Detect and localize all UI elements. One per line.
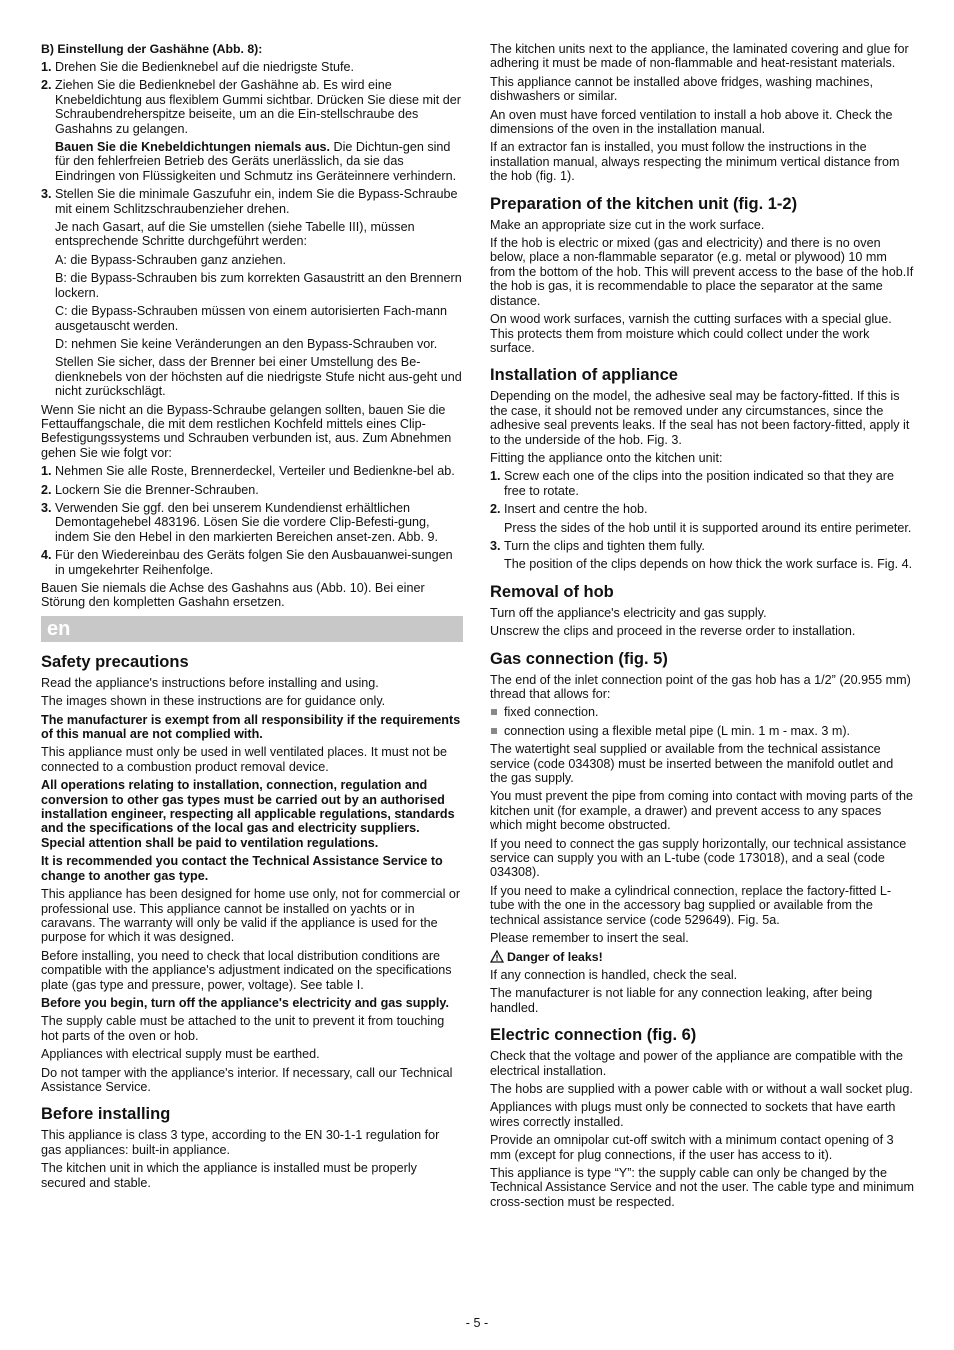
bullet-square-icon bbox=[491, 709, 497, 715]
electric-connection-heading: Electric connection (fig. 6) bbox=[490, 1026, 697, 1045]
safety-paragraph: Do not tamper with the appliance's interior. If necessary, call our Technical Assistance Service. bbox=[41, 1065, 453, 1094]
de-removal-step bbox=[41, 464, 463, 478]
de-step-3-detail: D: nehmen Sie keine Veränderungen an den Bypass-Schrauben vor. bbox=[55, 336, 438, 351]
gas-bullet-text: connection using a flexible metal pipe (L min. 1 m - max. 3 m). bbox=[504, 723, 851, 738]
gas-connection-paragraph: If you need to make a cylindrical connection, replace the factory-fitted L-tube with the one in the accessory bag supplied or available from the technical assistance service (code 529649). Fig. 5a. bbox=[490, 883, 892, 927]
page-number: - 5 - bbox=[465, 1316, 489, 1330]
gas-bullet-item bbox=[490, 724, 914, 738]
installation-step-2-detail: Press the sides of the hob until it is supported around its entire perimeter. bbox=[504, 520, 912, 535]
bullet-square-icon bbox=[491, 728, 497, 734]
de-removal-step bbox=[41, 501, 463, 544]
electric-connection-paragraph: The hobs are supplied with a power cable with or without a wall socket plug. bbox=[490, 1081, 913, 1096]
gas-connection-heading: Gas connection (fig. 5) bbox=[490, 649, 668, 668]
preparation-paragraphs bbox=[490, 218, 914, 356]
gas-connection-paragraph: You must prevent the pipe from coming into contact with moving parts of the kitchen unit (for example, a drawer) and prevent access to any spaces which might become obstructed. bbox=[490, 789, 914, 833]
intro-paragraph: If an extractor fan is installed, you must follow the instructions in the installation manual, always respecting the minimum vertical distance from the hob (fig. 1). bbox=[490, 140, 900, 184]
gas-bullet-item bbox=[490, 705, 914, 719]
safety-paragraph: It is recommended you contact the Technical Assistance Service to change to another gas type. bbox=[41, 854, 443, 883]
de-removal-step-text: Nehmen Sie alle Roste, Brennerdeckel, Verteiler und Bedienkne-bel ab. bbox=[55, 464, 455, 479]
before-installing-paragraph: The kitchen unit in which the appliance is installed must be properly secured and stable. bbox=[41, 1161, 417, 1190]
safety-paragraph: Read the appliance's instructions before installing and using. bbox=[41, 675, 379, 690]
danger-warning-text: Danger of leaks! bbox=[507, 949, 603, 964]
safety-paragraph: The supply cable must be attached to the unit to prevent it from touching hot parts of the oven or hob. bbox=[41, 1014, 445, 1043]
de-step-3-detail: Stellen Sie sicher, dass der Brenner bei einer Umstellung des Be-dienknebels von der höchsten auf die niedrigste Stufe nicht aus-geht und nicht zurückschlägt. bbox=[55, 355, 462, 399]
de-removal-step-number: 3. bbox=[41, 500, 52, 515]
de-steps-2 bbox=[41, 464, 463, 577]
intro-paragraph: This appliance cannot be installed above fridges, washing machines, dishwashers or similar. bbox=[490, 74, 873, 104]
gas-connection-paragraph: If you need to connect the gas supply horizontally, our technical assistance service can supply you with an L-tube (code 173018), and a seal (code 034308). bbox=[490, 836, 907, 880]
removal-paragraphs bbox=[490, 606, 914, 639]
de-step bbox=[41, 60, 463, 74]
warning-triangle-icon bbox=[490, 950, 504, 963]
de-step-3-detail: A: die Bypass-Schrauben ganz anziehen. bbox=[55, 252, 287, 267]
preparation-paragraph: If the hob is electric or mixed (gas and electricity) and there is no oven below, place a non-flammable separator (e.g. metal or plywood) 10 mm from the bottom of the hob. This will prevent access to the base of the hob.If the hob is gas, it is recommendable to place the separator at the same distance. bbox=[490, 236, 914, 308]
de-removal-step-text: Lockern Sie die Brenner-Schrauben. bbox=[55, 482, 259, 497]
installation-step-2: 2. Insert and centre the hob. bbox=[490, 502, 648, 517]
de-removal-step-text: Für den Wiedereinbau des Geräts folgen Sie den Ausbauanwei-sungen in umgekehrter Reihenfolge. bbox=[55, 548, 453, 577]
de-step bbox=[41, 78, 463, 136]
danger-warning bbox=[490, 950, 914, 964]
before-installing-paragraph: This appliance is class 3 type, according to the EN 30-1-1 regulation for gas appliances: built-in appliance. bbox=[41, 1128, 440, 1157]
gas-bullet-text: fixed connection. bbox=[504, 705, 599, 720]
electric-connection-paragraph: Provide an omnipolar cut-off switch with a minimum contact opening of 3 mm (except for plug connections, if the user has access to it). bbox=[490, 1133, 894, 1162]
gas-connection-bullets bbox=[490, 705, 914, 738]
before-installing-list bbox=[41, 1128, 463, 1190]
removal-paragraph: Unscrew the clips and proceed in the reverse order to installation. bbox=[490, 624, 856, 639]
de-step-3: 3. Stellen Sie die minimale Gaszufuhr ein, indem Sie die Bypass-Schraube mit einem Schlitzschraubenzieher drehen. bbox=[41, 187, 458, 216]
safety-paragraph: Before installing, you need to check that local distribution conditions are compatible with the appliance's adjustment indicated on the specifications plate (gas type and pressure, power, voltage). See table I. bbox=[41, 948, 452, 992]
de-removal-step bbox=[41, 548, 463, 577]
de-step-3-detail: Je nach Gasart, auf die Sie umstellen (siehe Tabelle III), müssen entsprechende Schritte durchgeführt werden: bbox=[55, 220, 415, 249]
installation-step-1: 1. Screw each one of the clips into the position indicated so that they are free to rotate. bbox=[490, 469, 894, 498]
de-removal-step-text: Verwenden Sie ggf. den bei unserem Kundendienst erhältlichen Demontagehebel 483196. Lösen Sie die vordere Clip-Befesti-gung, indem Sie den Hebel in den markierten Bereichen anset-zen. Abb. 9. bbox=[55, 500, 438, 544]
de-final-paragraph: Bauen Sie niemals die Achse des Gashahns aus (Abb. 10). Bei einer Störung den kompletten Gashahn ersetzen. bbox=[41, 581, 425, 610]
safety-precautions-heading: Safety precautions bbox=[41, 652, 189, 671]
safety-paragraph: All operations relating to installation, connection, regulation and conversion to other gas types must be carried out by an authorised installation engineer, respecting all applicable regulations, standards and the specifications of the local gas and electricity suppliers. Special attention shall be paid to ventilation regulations. bbox=[41, 778, 455, 850]
language-bar bbox=[41, 616, 463, 642]
installation-paragraph-1: Depending on the model, the adhesive seal may be factory-fitted. If this is the case, it should not be removed under any circumstances, since the adhesive seal prevents leaks. If the seal has not been factory-fitted, apply it to the underside of the hob. Fig. 3. bbox=[490, 389, 910, 447]
de-bypass-paragraph: Wenn Sie nicht an die Bypass-Schraube gelangen sollten, bauen Sie die Fettauffangschale, die mit dem restlichen Kochfeld mittels eines Clip-Befestigungssystems und Schrauben verbunden ist, aus. Zum Abnehmen gehen Sie wie folgt vor: bbox=[41, 402, 452, 460]
electric-connection-paragraph: Appliances with plugs must only be connected to sockets that have earth wires correctly installed. bbox=[490, 1100, 896, 1129]
intro-paragraphs bbox=[490, 42, 914, 184]
de-removal-step bbox=[41, 483, 463, 497]
de-step-text: Ziehen Sie die Bedienknebel der Gashähne ab. Es wird eine Knebeldichtung aus flexiblem Gummi sichtbar. Drücken Sie diese mit der Schraubendreherspitze beiseite, um an die Ein-stellschraube des Gashahns zu gelangen. bbox=[55, 78, 461, 136]
danger-paragraph: The manufacturer is not liable for any connection leaking, after being handled. bbox=[490, 986, 873, 1015]
left-column bbox=[41, 42, 463, 1194]
preparation-heading: Preparation of the kitchen unit (fig. 1-2) bbox=[490, 194, 798, 213]
safety-paragraph: Appliances with electrical supply must be earthed. bbox=[41, 1047, 320, 1062]
safety-paragraph: The images shown in these instructions are for guidance only. bbox=[41, 694, 386, 709]
before-installing-heading: Before installing bbox=[41, 1105, 171, 1124]
preparation-paragraph: Make an appropriate size cut in the work surface. bbox=[490, 217, 765, 232]
electric-connection-paragraphs bbox=[490, 1049, 914, 1209]
safety-paragraph: The manufacturer is exempt from all responsibility if the requirements of this manual are not complied with. bbox=[41, 712, 461, 742]
safety-paragraph: This appliance must only be used in well ventilated places. It must not be connected to a combustion product removal device. bbox=[41, 745, 448, 774]
language-code: en bbox=[47, 617, 71, 640]
danger-paragraphs bbox=[490, 968, 914, 1015]
electric-connection-paragraph: Check that the voltage and power of the appliance are compatible with the electrical installation. bbox=[490, 1049, 904, 1078]
preparation-paragraph: On wood work surfaces, varnish the cutting surfaces with a special glue. This protects them from moisture which could collect under the work surface. bbox=[490, 312, 892, 355]
de-step-number: 1. bbox=[41, 60, 52, 74]
installation-step-3-detail: The position of the clips depends on how thick the work surface is. Fig. 4. bbox=[504, 557, 913, 572]
de-step-text: Drehen Sie die Bedienknebel auf die niedrigste Stufe. bbox=[55, 60, 354, 74]
de-steps-1 bbox=[41, 60, 463, 136]
de-seal-note-rest: Die Dichtun-gen sind für den fehlerfreien Betrieb des Geräts unerlässlich, da sie das Eindringen von Flüssigkeiten und Schmutz ins Geräteinnere verhindern. bbox=[55, 140, 457, 183]
de-step-3-detail: B: die Bypass-Schrauben bis zum korrekten Gasaustritt an den Brennern lockern. bbox=[55, 271, 462, 300]
removal-paragraph: Turn off the appliance's electricity and gas supply. bbox=[490, 605, 767, 620]
safety-paragraph: Before you begin, turn off the appliance's electricity and gas supply. bbox=[41, 995, 449, 1010]
gas-connection-paragraphs bbox=[490, 742, 914, 945]
de-step-number: 2. bbox=[41, 78, 52, 93]
de-seal-note-bold: Bauen Sie die Knebeldichtungen niemals aus. bbox=[55, 140, 331, 155]
installation-paragraph-2: Fitting the appliance onto the kitchen unit: bbox=[490, 450, 723, 465]
gas-connection-paragraph: The watertight seal supplied or available from the technical assistance service (code 034308) must be inserted between the manifold outlet and the gas supply. bbox=[490, 742, 894, 786]
gas-connection-paragraph: The end of the inlet connection point of the gas hob has a 1/2” (20.955 mm) thread that allows for: bbox=[490, 672, 911, 701]
safety-precautions-list bbox=[41, 676, 463, 1095]
de-removal-step-number: 1. bbox=[41, 464, 52, 479]
de-gas-tap-heading: B) Einstellung der Gashähne (Abb. 8): bbox=[41, 42, 263, 56]
de-seal-note bbox=[41, 140, 463, 183]
installation-heading: Installation of appliance bbox=[490, 366, 678, 385]
intro-paragraph: The kitchen units next to the appliance, the laminated covering and glue for adhering it must be made of non-flammable and heat-resistant materials. bbox=[490, 42, 909, 71]
removal-heading: Removal of hob bbox=[490, 582, 614, 601]
de-removal-step-number: 2. bbox=[41, 482, 52, 497]
intro-paragraph: An oven must have forced ventilation to install a hob above it. Check the dimensions of the oven in the installation manual. bbox=[490, 107, 893, 137]
right-column bbox=[490, 42, 914, 1213]
safety-paragraph: This appliance has been designed for home use only, not for commercial or professional use. This appliance cannot be installed on yachts or in caravans. The warranty will only be valid if the appliance is used for the purpose for which it was designed. bbox=[41, 887, 461, 945]
installation-step-3: 3. Turn the clips and tighten them fully. bbox=[490, 538, 705, 553]
de-step-3-detail: C: die Bypass-Schrauben müssen von einem autorisierten Fach-mann ausgetauscht werden. bbox=[55, 304, 447, 333]
gas-connection-paragraph: Please remember to insert the seal. bbox=[490, 931, 689, 946]
danger-paragraph: If any connection is handled, check the seal. bbox=[490, 967, 738, 982]
de-removal-step-number: 4. bbox=[41, 548, 52, 563]
de-step-3-details bbox=[41, 220, 463, 398]
electric-connection-paragraph: This appliance is type “Y”: the supply cable can only be changed by the Technical Assistance Service and not the user. The cable type and minimum cross-section must be respected. bbox=[490, 1165, 914, 1209]
